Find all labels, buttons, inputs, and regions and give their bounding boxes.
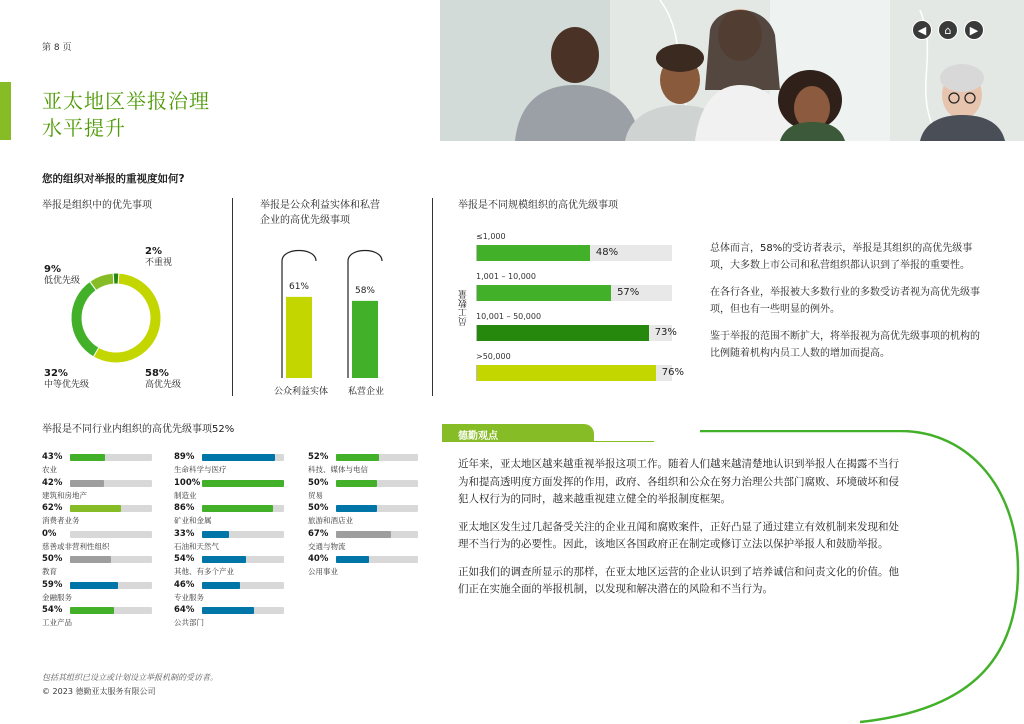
industry-bar	[70, 607, 114, 614]
footnote: 包括其组织已设立或计划设立举报机制的受访者。	[42, 673, 218, 682]
entity-category-public: 公众利益实体	[273, 387, 328, 397]
entity-bar	[286, 297, 312, 378]
size-bar	[477, 365, 656, 381]
industry-bar-track	[70, 582, 152, 589]
industry-bar-track	[336, 454, 418, 461]
industry-item	[308, 554, 428, 584]
industry-bar-track	[70, 556, 152, 563]
industry-item	[174, 605, 294, 635]
industry-item	[42, 605, 162, 635]
donut-label-high	[145, 368, 181, 391]
priority-donut-chart	[66, 268, 166, 368]
donut-label-medium	[44, 368, 89, 391]
insight-tab: 德勤观点	[442, 424, 594, 442]
industry-bar	[70, 582, 118, 589]
industry-value: 59%	[42, 579, 63, 590]
industry-name: 矿业和金属	[174, 516, 212, 525]
industry-name: 公用事业	[308, 567, 338, 576]
industry-value: 50%	[42, 554, 63, 564]
size-bar-value: 73%	[654, 327, 677, 338]
industry-bar-track	[336, 531, 418, 538]
industry-name: 生命科学与医疗	[174, 465, 227, 474]
size-bar-track	[476, 285, 672, 301]
insight-paragraph: 近年来，亚太地区越来越重视举报这项工作。随着人们越来越清楚地认识到举报人在揭露不当行为和提高透明度方面发挥的作用，政府、各组织和公众在努力治理公共部门腐败、环境破坏和侵犯人权行为的同时，越来越重视建立健全的举报制度框架。	[458, 458, 899, 505]
size-bar-value: 57%	[617, 287, 640, 298]
summary-paragraph: 总体而言，58%的受访者表示，举报是其组织的高优先级事项，大多数上市公司和私营组织都认识到了举报的重要性。	[710, 243, 973, 271]
next-page-icon[interactable]: ▶	[964, 20, 984, 40]
industry-bar-track	[70, 480, 152, 487]
size-bar	[477, 245, 590, 261]
industry-bar	[202, 505, 273, 512]
page-number: 第 8 页	[42, 43, 72, 53]
industry-name: 其他、有多个产业	[174, 567, 234, 576]
industry-bar	[336, 531, 391, 538]
industry-value: 100%	[174, 477, 201, 488]
copyright: © 2023 德勤亚太服务有限公司	[42, 687, 156, 696]
entity-chart-title	[260, 198, 380, 228]
industry-bar	[70, 556, 111, 563]
industry-bar-track	[202, 582, 284, 589]
page-title-line2: 水平提升	[42, 116, 126, 140]
donut-value-high: 58%	[145, 368, 169, 379]
insight-paragraph: 正如我们的调查所显示的那样，在亚太地区运营的企业认识到了培养诚信和问责文化的价值。他们正在实施全面的举报机制，以发现和解决潜在的风险和不当行为。	[458, 565, 899, 595]
industry-value: 54%	[174, 554, 195, 564]
industry-value: 54%	[42, 605, 63, 615]
size-bar-value: 76%	[661, 367, 684, 378]
industry-bar	[336, 505, 377, 512]
industry-value: 50%	[308, 477, 329, 488]
size-category-label: 10,001 – 50,000	[476, 312, 542, 321]
industry-name: 交通与物流	[308, 541, 346, 551]
industry-value: 62%	[42, 503, 63, 513]
industry-value: 86%	[174, 503, 195, 513]
donut-value-low: 9%	[44, 264, 61, 275]
industry-bar-track	[202, 454, 284, 461]
size-bar-track	[476, 325, 677, 341]
summary-text	[710, 240, 980, 372]
industry-bar	[336, 454, 379, 461]
donut-slice-none	[113, 273, 119, 284]
page-nav	[912, 20, 984, 40]
industry-name: 贸易	[308, 490, 323, 500]
industry-name: 工业产品	[42, 618, 72, 627]
industry-value: 46%	[174, 579, 195, 590]
insight-body	[458, 456, 906, 609]
industry-bar	[202, 454, 275, 461]
size-bar-value: 48%	[595, 247, 619, 258]
entity-bar	[352, 301, 378, 378]
header-photo	[440, 0, 1024, 141]
entity-bar-value: 61%	[288, 281, 310, 292]
summary-paragraph: 鉴于举报的范围不断扩大，将举报视为高优先级事项的机构的比例随着机构内员工人数的增加而提高。	[710, 331, 980, 359]
survey-question: 您的组织对举报的重视度如何?	[42, 173, 185, 185]
insight-paragraph: 亚太地区发生过几起备受关注的企业丑闻和腐败案件，正好凸显了通过建立有效机制来发现和处理不当行为的必要性。因此，该地区各国政府正在制定或修订立法以保护举报人和鼓励举报。	[458, 520, 899, 550]
industry-bar-track	[336, 505, 418, 512]
page-title-line1: 亚太地区举报治理	[42, 89, 210, 113]
size-category-label: >50,000	[476, 352, 511, 361]
donut-slice-medium	[71, 281, 99, 356]
industry-name: 制造业	[174, 490, 197, 500]
entity-chart-title-line1: 举报是公众利益实体和私营	[260, 200, 380, 211]
industry-name: 金融服务	[42, 592, 72, 602]
size-bar	[477, 325, 649, 341]
industry-bar	[202, 582, 240, 589]
industry-value: 33%	[174, 528, 195, 539]
size-category-label: ≤1,000	[476, 232, 506, 241]
donut-value-none: 2%	[145, 246, 162, 257]
industry-name: 农业	[42, 465, 57, 474]
industry-name: 慈善或非营利性组织	[42, 541, 110, 551]
donut-category-medium: 中等优先级	[44, 380, 90, 390]
prev-page-icon[interactable]: ◀	[912, 20, 932, 40]
industry-bar-track	[70, 454, 152, 461]
donut-label-none	[145, 246, 172, 269]
section-divider	[232, 198, 233, 396]
entity-bar-chart	[268, 245, 398, 385]
industry-bar-track	[202, 531, 284, 538]
size-y-axis-label: 员工数量	[459, 290, 469, 326]
industry-bar-track	[202, 505, 284, 512]
entity-chart-title-line2: 企业的高优先级事项	[260, 215, 350, 226]
industry-value: 89%	[174, 452, 195, 462]
industry-value: 52%	[308, 452, 329, 462]
industry-bar	[202, 556, 246, 563]
priority-chart-title: 举报是组织中的优先事项	[42, 200, 152, 211]
industry-bar-track	[202, 556, 284, 563]
donut-category-none: 不重视	[145, 258, 173, 268]
industry-value: 0%	[42, 528, 57, 539]
industry-bar-track	[70, 607, 152, 614]
industry-name: 石油和天然气	[174, 541, 219, 551]
industry-name: 教育	[42, 567, 57, 576]
summary-paragraph: 在各行各业，举报被大多数行业的多数受访者视为高优先级事项，但也有一些明显的例外。	[710, 287, 980, 315]
industry-bar-track	[70, 531, 152, 538]
entity-category-private: 私营企业	[347, 387, 384, 397]
donut-label-low	[44, 264, 80, 287]
industry-chart-title: 举报是不同行业内组织的高优先级事项52%	[42, 424, 235, 435]
industry-bar-track	[336, 480, 418, 487]
size-bar	[477, 285, 611, 301]
industry-value: 42%	[42, 477, 63, 488]
industry-value: 64%	[174, 605, 195, 615]
industry-bar	[202, 480, 284, 487]
industry-value: 67%	[308, 528, 329, 539]
industry-name: 旅游和酒店业	[308, 516, 353, 525]
industry-value: 40%	[308, 554, 329, 564]
size-bar-track	[476, 245, 672, 261]
industry-name: 专业服务	[174, 592, 204, 602]
industry-bar	[70, 454, 105, 461]
page-title	[42, 88, 210, 142]
donut-value-medium: 32%	[44, 368, 68, 379]
industry-bar	[336, 480, 377, 487]
industry-bar	[202, 607, 254, 614]
home-icon[interactable]: ⌂	[938, 20, 958, 40]
industry-bar	[70, 505, 121, 512]
industry-bar	[202, 531, 229, 538]
industry-name: 公共部门	[174, 618, 204, 627]
industry-bar-track	[202, 480, 284, 487]
industry-bar-track	[336, 556, 418, 563]
section-divider	[432, 198, 433, 396]
industry-name: 建筑和房地产	[42, 490, 87, 500]
size-category-label: 1,001 – 10,000	[476, 272, 536, 281]
entity-bar-value: 58%	[354, 285, 376, 296]
size-chart-title: 举报是不同规模组织的高优先级事项	[458, 200, 618, 211]
size-bar-track	[476, 365, 684, 381]
title-accent-bar	[0, 82, 11, 140]
industry-value: 43%	[42, 452, 63, 462]
industry-bar	[70, 480, 104, 487]
industry-bar-track	[70, 505, 152, 512]
donut-category-low: 低优先级	[44, 276, 81, 286]
insight-tab-rule	[594, 441, 654, 442]
industry-bar-track	[202, 607, 284, 614]
donut-category-high: 高优先级	[145, 380, 182, 390]
industry-name: 科技、媒体与电信	[308, 465, 368, 474]
industry-bar	[336, 556, 369, 563]
industry-value: 50%	[308, 503, 329, 513]
industry-name: 消费者业务	[42, 516, 80, 525]
